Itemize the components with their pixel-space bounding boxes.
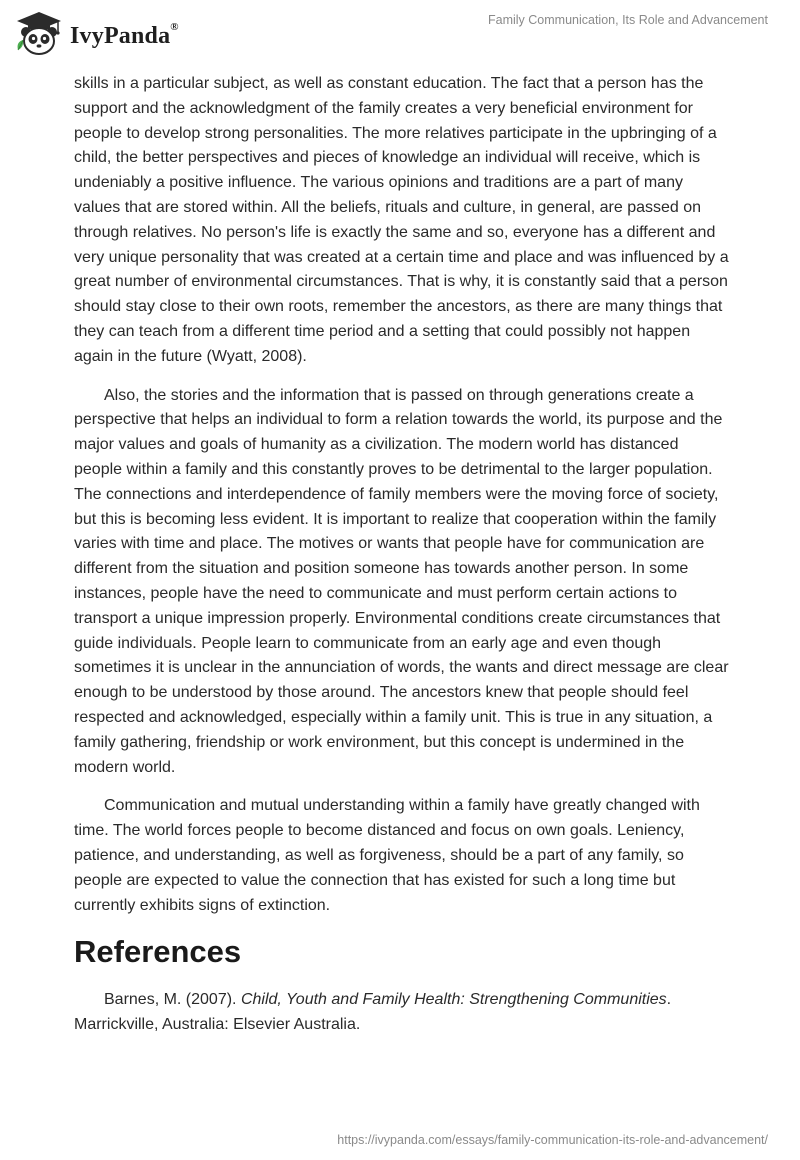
body-paragraph: skills in a particular subject, as well as constant education. The fact that a person has the support and the acknowledgment of the family creates a very beneficial environment for people to develop strong personalities. The more relatives participate in the upbringing of a child, the better perspectives and pieces of knowledge an individual will receive, which is undeniably a positive influence. The various opinions and traditions are a part of many values that are stored within. All the beliefs, rituals and culture, in general, are passed on through relatives. No person's life is exactly the same and so, everyone has a different and very unique personality that was created at a certain time and place and was influenced by a great number of environmental circumstances. That is why, it is constantly said that a person should stay close to their own roots, remember the ancestors, as there are many things that they can teach from a different time period and a setting that could possibly not happen again in the future (Wyatt, 2008).: [74, 75, 729, 365]
reference-title: Child, Youth and Family Health: Strengthening Communities: [240, 991, 667, 1009]
panda-graduate-icon: [14, 10, 64, 56]
brand-name: IvyPanda®: [70, 20, 179, 49]
body-paragraph: Communication and mutual understanding within a family have greatly changed with time. The world forces people to become distanced and focus on own goals. Leniency, patience, and understanding, as well as forgiveness, should be a part of any family, so people are expected to value the connection that has existed for such a long time but currently exhibits signs of extinction.: [74, 797, 700, 914]
registered-mark: ®: [170, 20, 179, 33]
ivypanda-logo[interactable]: [14, 10, 179, 56]
essay-body: [74, 72, 730, 1052]
reference-author: Barnes, M. (2007).: [104, 991, 241, 1009]
body-paragraph: Also, the stories and the information that is passed on through generations create a perspective that helps an individual to form a relation towards the world, its purpose and the major values and goals of humanity as a civilization. The modern world has distanced people within a family and this constantly proves to be detrimental to the larger population. The connections and interdependence of family members were the moving force of society, but this is becoming less evident. It is important to realize that cooperation within the family varies with time and place. The motives or wants that people have for communication are different from the situation and position someone has towards another person. In some instances, people have the need to communicate and must perform certain actions to transport a unique impression properly. Environmental conditions create circumstances that guide individuals. People learn to communicate from an early age and even though sometimes it is unclear in the annunciation of words, the wants and direct message are clear enough to be understood by those around. The ancestors knew that people should feel respected and acknowledged, especially within a family unit. This is true in any situation, a family gathering, friendship or work environment, but this concept is undermined in the modern world.: [74, 386, 729, 776]
running-title: Family Communication, Its Role and Advancement: [488, 13, 768, 27]
source-url[interactable]: https://ivypanda.com/essays/family-communication-its-role-and-advancement/: [337, 1133, 768, 1147]
page-header: [0, 0, 800, 66]
reference-entry: [74, 988, 730, 1038]
reference-publisher: . Marrickville, Australia: Elsevier Australia.: [74, 991, 672, 1034]
references-heading: References: [74, 934, 242, 970]
